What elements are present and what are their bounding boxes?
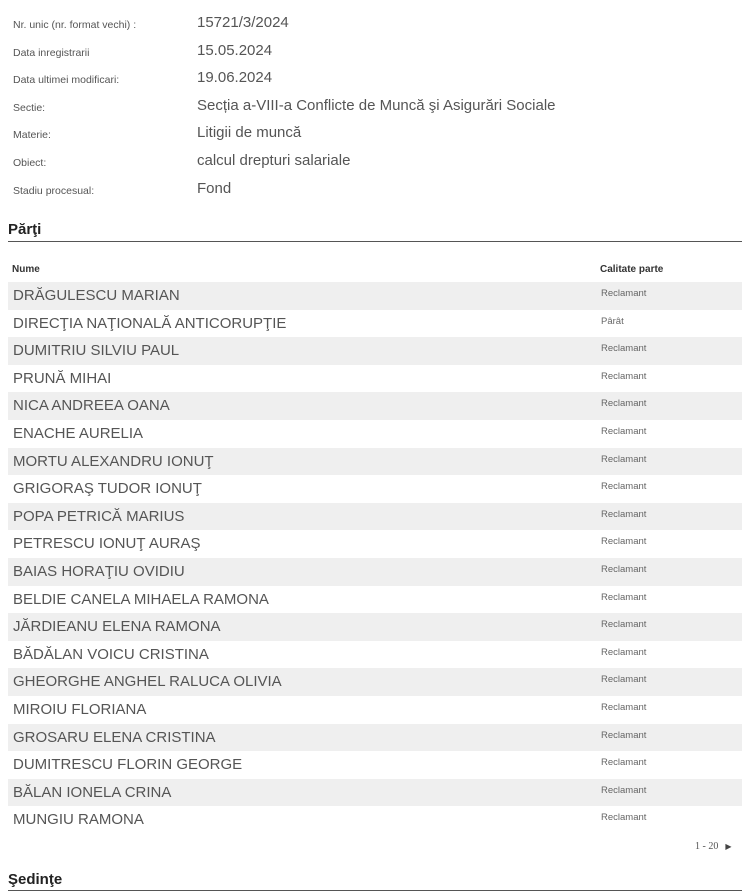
party-role: Reclamant	[601, 674, 647, 686]
party-role: Reclamant	[601, 619, 647, 631]
table-row	[8, 282, 742, 310]
party-name: DIRECŢIA NAŢIONALĂ ANTICORUPŢIE	[13, 314, 287, 332]
party-name: DUMITRESCU FLORIN GEORGE	[13, 756, 243, 774]
table-row	[8, 696, 742, 724]
party-role: Reclamant	[601, 481, 647, 493]
party-name: GROSARU ELENA CRISTINA	[13, 728, 216, 746]
detail-value: 19.06.2024	[197, 69, 273, 87]
party-name: PETRESCU IONUŢ AURAŞ	[13, 535, 201, 553]
pagination-range: 1 - 20	[695, 841, 719, 852]
detail-label: Nr. unic (nr. format vechi) :	[13, 19, 137, 31]
party-name: JĂRDIEANU ELENA RAMONA	[13, 618, 221, 636]
detail-row	[0, 152, 750, 180]
detail-value: 15721/3/2024	[197, 14, 289, 31]
detail-label: Obiect:	[13, 156, 47, 169]
detail-row	[0, 180, 750, 208]
detail-row	[0, 14, 750, 42]
table-row	[8, 392, 742, 420]
party-name: DRĂGULESCU MARIAN	[13, 287, 180, 304]
party-name: POPA PETRICĂ MARIUS	[13, 507, 185, 525]
detail-value: Secția a-VIII-a Conflicte de Muncă şi Asigurări Sociale	[197, 96, 556, 114]
party-name: MORTU ALEXANDRU IONUŢ	[13, 452, 214, 470]
table-row	[8, 448, 742, 476]
party-role: Reclamant	[601, 288, 647, 299]
party-name: ENACHE AURELIA	[13, 424, 144, 442]
detail-value: Fond	[197, 179, 232, 197]
detail-row	[0, 97, 750, 125]
detail-label: Materie:	[13, 129, 51, 142]
table-row	[8, 779, 742, 807]
detail-value: 15.05.2024	[197, 41, 273, 59]
sedinte-heading: Şedinţe	[8, 871, 63, 888]
detail-row	[0, 42, 750, 70]
party-name: BAIAS HORAŢIU OVIDIU	[13, 562, 185, 580]
party-name: BELDIE CANELA MIHAELA RAMONA	[13, 590, 269, 608]
party-role: Reclamant	[601, 453, 647, 465]
detail-value: Litigii de muncă	[197, 124, 302, 142]
detail-label: Sectie:	[13, 101, 46, 114]
table-row	[8, 668, 742, 696]
party-role: Reclamant	[601, 563, 647, 575]
parti-heading: Părţi	[8, 221, 42, 238]
detail-label: Data ultimei modificari:	[13, 74, 120, 87]
next-page-icon[interactable]: ▶	[725, 842, 732, 851]
party-name: GHEORGHE ANGHEL RALUCA OLIVIA	[13, 673, 282, 691]
party-role: Reclamant	[601, 425, 647, 437]
column-header-role: Calitate parte	[600, 264, 664, 275]
party-role: Reclamant	[601, 646, 647, 658]
table-row	[8, 337, 742, 365]
detail-label: Stadiu procesual:	[13, 184, 95, 197]
party-name: NICA ANDREEA OANA	[13, 397, 170, 415]
detail-row	[0, 69, 750, 97]
table-row	[8, 613, 742, 641]
party-role: Reclamant	[601, 784, 647, 796]
party-role: Reclamant	[601, 508, 647, 520]
detail-label: Data inregistrarii	[13, 46, 90, 59]
party-role: Reclamant	[601, 812, 647, 824]
table-row	[8, 475, 742, 503]
table-row	[8, 751, 742, 779]
table-row	[8, 420, 742, 448]
party-role: Pârât	[601, 315, 624, 327]
case-details	[0, 14, 750, 207]
table-row	[8, 806, 742, 834]
party-name: GRIGORAŞ TUDOR IONUŢ	[13, 480, 202, 498]
parti-table	[8, 282, 742, 834]
table-row	[8, 724, 742, 752]
party-name: DUMITRIU SILVIU PAUL	[13, 342, 180, 360]
party-role: Reclamant	[601, 536, 647, 548]
party-role: Reclamant	[601, 370, 647, 382]
party-role: Reclamant	[601, 343, 647, 355]
party-role: Reclamant	[601, 757, 647, 769]
parti-divider	[8, 241, 742, 242]
pagination	[695, 841, 732, 852]
detail-row	[0, 124, 750, 152]
table-row	[8, 365, 742, 393]
table-row	[8, 530, 742, 558]
detail-value: calcul drepturi salariale	[197, 151, 351, 169]
column-header-name: Nume	[12, 264, 40, 275]
sedinte-divider	[8, 890, 742, 891]
party-role: Reclamant	[601, 398, 647, 410]
table-row	[8, 641, 742, 669]
table-row	[8, 503, 742, 531]
parti-table-header	[0, 264, 750, 280]
party-role: Reclamant	[601, 729, 647, 741]
party-name: MUNGIU RAMONA	[13, 811, 144, 829]
party-name: BĂDĂLAN VOICU CRISTINA	[13, 645, 209, 663]
table-row	[8, 310, 742, 338]
table-row	[8, 586, 742, 614]
party-name: MIROIU FLORIANA	[13, 700, 147, 718]
party-name: BĂLAN IONELA CRINA	[13, 783, 172, 801]
party-role: Reclamant	[601, 701, 647, 713]
party-name: PRUNĂ MIHAI	[13, 369, 112, 387]
party-role: Reclamant	[601, 591, 647, 603]
table-row	[8, 558, 742, 586]
